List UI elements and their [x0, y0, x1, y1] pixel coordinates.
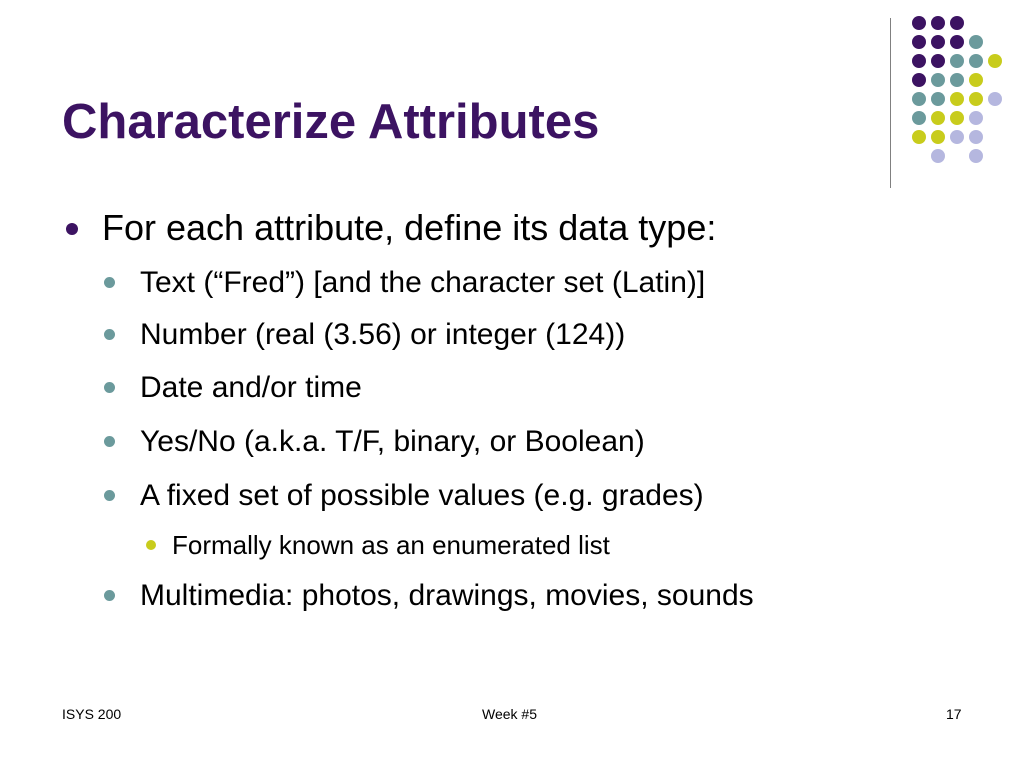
bullet-text: Yes/No (a.k.a. T/F, binary, or Boolean): [140, 425, 645, 458]
bullet-item-level2: [140, 264, 705, 302]
dot: [950, 111, 964, 125]
dot: [969, 130, 983, 144]
bullet-text: Text (“Fred”) [and the character set (Latin)]: [140, 266, 706, 299]
dot: [950, 73, 964, 87]
dot: [988, 92, 1002, 106]
bullet-text: A fixed set of possible values (e.g. grades): [140, 479, 704, 512]
dot: [931, 149, 945, 163]
dot: [969, 149, 983, 163]
bullet-marker: [66, 223, 78, 235]
dot: [912, 92, 926, 106]
bullet-marker: [104, 490, 115, 501]
dot: [912, 73, 926, 87]
bullet-item-level2: [140, 577, 754, 615]
dot: [950, 16, 964, 30]
bullet-item-level2: [140, 369, 362, 407]
bullet-marker: [104, 277, 115, 288]
bullet-marker: [104, 436, 115, 447]
bullet-item-level2: [140, 477, 704, 515]
dot: [931, 16, 945, 30]
dot: [950, 54, 964, 68]
bullet-marker: [146, 540, 156, 550]
bullet-text: Date and/or time: [140, 371, 362, 404]
title-divider: [890, 18, 891, 188]
footer-course: ISYS 200: [62, 706, 122, 722]
dot: [969, 111, 983, 125]
dot: [912, 35, 926, 49]
bullet-text: Number (real (3.56) or integer (124)): [140, 318, 626, 351]
bullet-item-level3: [172, 528, 610, 562]
dot: [912, 111, 926, 125]
dot: [912, 130, 926, 144]
dot: [931, 35, 945, 49]
decorative-dot-grid: [900, 12, 1010, 162]
bullet-text: Multimedia: photos, drawings, movies, sounds: [140, 579, 754, 612]
bullet-marker: [104, 329, 115, 340]
bullet-item-level2: [140, 423, 645, 461]
dot: [931, 130, 945, 144]
dot: [950, 92, 964, 106]
dot: [969, 54, 983, 68]
dot: [931, 92, 945, 106]
dot: [931, 54, 945, 68]
bullet-marker: [104, 382, 115, 393]
dot: [912, 54, 926, 68]
bullet-item-level2: [140, 316, 625, 354]
bullet-text: Formally known as an enumerated list: [172, 530, 610, 560]
bullet-item-level1: [102, 206, 716, 250]
dot: [931, 111, 945, 125]
bullet-marker: [104, 590, 115, 601]
dot: [988, 54, 1002, 68]
slide-title: Characterize Attributes: [62, 95, 600, 149]
dot: [969, 35, 983, 49]
bullet-text: For each attribute, define its data type:: [102, 207, 717, 248]
dot: [969, 73, 983, 87]
dot: [950, 35, 964, 49]
footer-week: Week #5: [482, 706, 537, 722]
dot: [912, 16, 926, 30]
footer-page-number: 17: [946, 706, 962, 722]
dot: [931, 73, 945, 87]
dot: [950, 130, 964, 144]
dot: [969, 92, 983, 106]
